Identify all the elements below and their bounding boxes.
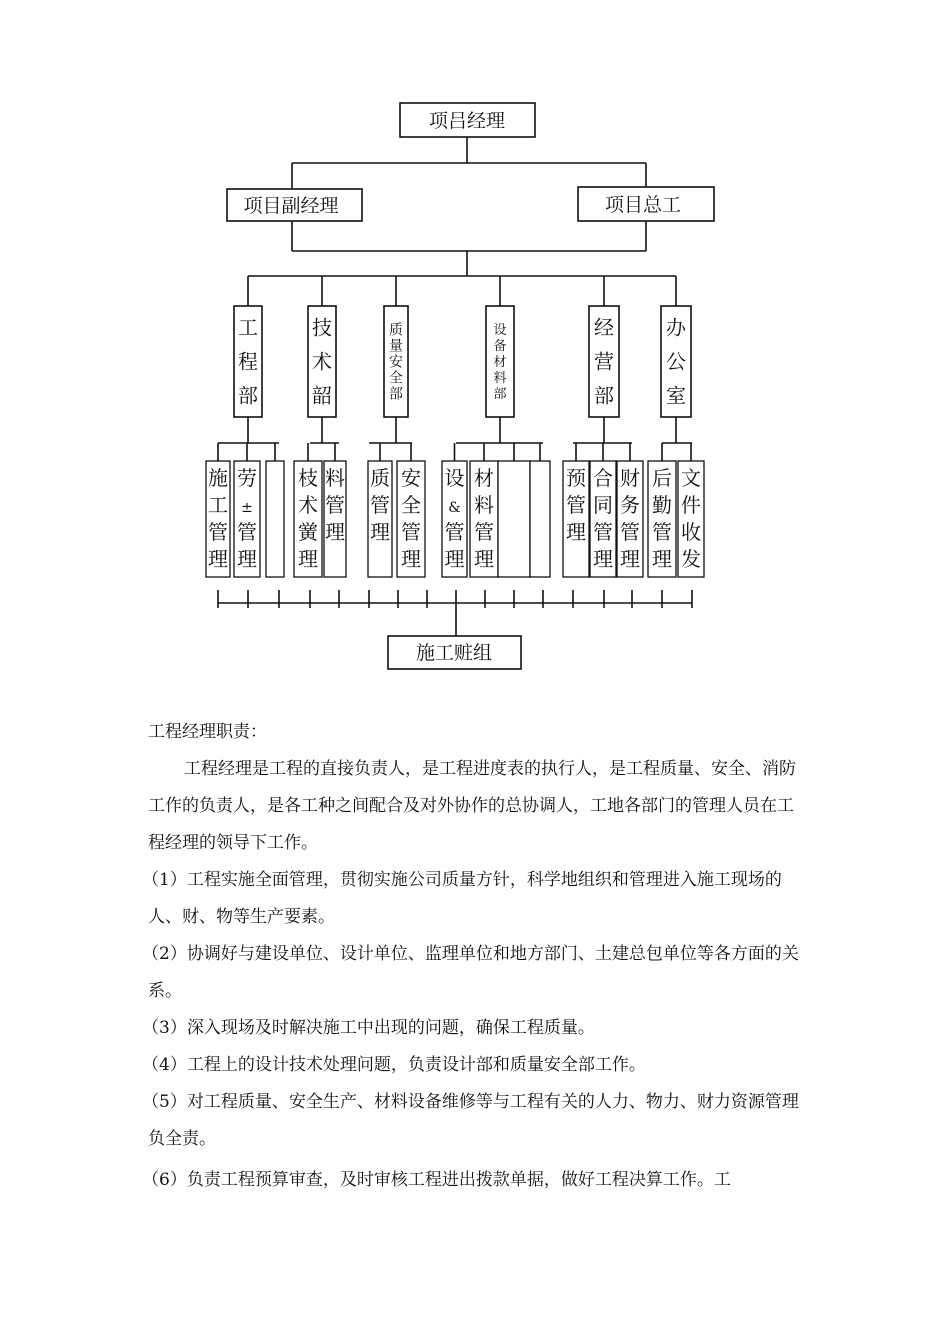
department-label-char: 全: [389, 370, 403, 387]
department-label-char: 设: [493, 323, 507, 339]
subunit-label-char: 枝: [298, 466, 318, 490]
deputy-label-2: 项目总工: [604, 194, 682, 216]
department-label-char: 部: [238, 383, 258, 408]
department-label-char: 办: [666, 315, 686, 340]
department-label-char: 工: [238, 315, 258, 340]
subunit-label-char: 合: [593, 466, 613, 490]
subunit-label-char: 管: [208, 520, 228, 544]
subunit-label-char: 管: [474, 520, 494, 544]
subunit-materials-mgmt-a: [324, 461, 346, 577]
subunit-label-char: 理: [370, 520, 390, 544]
subunit-boxes: [206, 461, 704, 577]
subunit-blank-1: [266, 461, 284, 577]
subunit-label-char: 管: [444, 520, 465, 544]
subunit-label-char: 工: [208, 493, 228, 517]
subunit-label-char: 预: [566, 466, 586, 490]
duties-intro: 工程经理是工程的直接负责人，是工程进度表的执行人，是工程质量、安全、消防工作的负责人，是各工种之间配合及对外协作的总协调人，工地各部门的管理人员在工程经理的领导下工作。: [148, 759, 796, 853]
department-label-char: 术: [312, 349, 332, 374]
subunit-label-char: 同: [593, 493, 613, 517]
subunit-label-char: 料: [325, 466, 345, 490]
subunit-label-char: 全: [401, 493, 421, 517]
subunit-label-char: 理: [652, 547, 672, 571]
subunit-tech-mgmt: [294, 461, 322, 577]
subunit-label-char: 理: [593, 547, 613, 571]
department-qs: [384, 306, 408, 417]
subunit-label-char: 理: [325, 520, 345, 544]
subunit-contract-mgmt: [590, 461, 616, 577]
subunit-label-char: 务: [620, 493, 640, 517]
subunit-label-char: 理: [208, 547, 228, 571]
duty-item-6: （6）负责工程预算审查，及时审核工程进出拨款单据，做好工程决算工作。工: [142, 1170, 731, 1190]
duty-item-2: （2）协调好与建设单位、设计单位、监理单位和地方部门、土建总包单位等各方面的关系。: [142, 944, 799, 1001]
subunit-label-char: 文: [681, 466, 701, 490]
department-label-char: 室: [666, 383, 686, 408]
subunit-label-char: 设: [444, 466, 465, 490]
subunit-label-char: 财: [620, 466, 640, 490]
subunit-quality-mgmt: [368, 461, 392, 577]
subunit-label-char: 材: [474, 466, 494, 490]
department-label-char: 备: [493, 339, 507, 355]
subunit-label-char: 理: [444, 547, 465, 571]
subunit-safety-mgmt: [397, 461, 425, 577]
subunit-label-char: 管: [370, 493, 390, 517]
department-label-char: 材: [493, 355, 507, 371]
subunit-label-char: 件: [681, 493, 701, 517]
subunit-label-char: 管: [325, 493, 345, 517]
department-label-char: 安: [389, 354, 403, 371]
department-label-char: 技: [312, 315, 332, 340]
department-label-char: 料: [493, 371, 507, 387]
duties-heading: 工程经理职责：: [148, 722, 267, 742]
department-label-char: 质: [389, 322, 403, 339]
subunit-label-char: 质: [370, 466, 390, 490]
subunit-label-char: 发: [681, 547, 701, 571]
duty-item-4: （4）工程上的设计技术处理问题，负责设计部和质量安全部工作。: [142, 1055, 646, 1075]
subunit-label-char: 理: [474, 547, 494, 571]
department-office: [661, 306, 691, 417]
subunit-label-char: 收: [681, 520, 701, 544]
subunit-label-char: 安: [401, 466, 421, 490]
department-label-char: 部: [493, 387, 507, 403]
department-tech: [308, 306, 336, 417]
department-label-char: 经: [594, 315, 614, 340]
department-label-char: 部: [389, 386, 403, 403]
subunit-label-char: 管: [566, 493, 586, 517]
subunit-construction-mgmt: [206, 461, 230, 577]
deputy-label-1: 项目副经理: [243, 195, 339, 217]
department-boxes: [234, 306, 691, 417]
subunit-label-char: 管: [620, 520, 640, 544]
subunit-materials-mgmt-b: [470, 461, 498, 577]
subunit-label-char: 后: [652, 466, 672, 490]
subunit-blank-2: [498, 461, 530, 577]
subunit-labor-mgmt: [234, 461, 260, 577]
subunit-label-char: 料: [474, 493, 494, 517]
subunit-equipment-mgmt: [442, 461, 467, 577]
subunit-logistics-mgmt: [648, 461, 676, 577]
department-label-char: 量: [389, 338, 403, 355]
department-label-char: 营: [594, 349, 614, 374]
subunit-label-char: 理: [620, 547, 640, 571]
duty-item-5: （5）对工程质量、安全生产、材料设备维修等与工程有关的人力、物力、财力资源管理负全责。: [142, 1092, 799, 1149]
department-label-char: 程: [238, 349, 258, 374]
subunit-label-char: 管: [593, 520, 613, 544]
subunit-label-char: 理: [566, 520, 586, 544]
department-eng: [234, 306, 262, 417]
subunit-label-char: 理: [298, 547, 318, 571]
bottom-label: 施工赃组: [415, 642, 493, 664]
subunit-label-char: 理: [237, 547, 257, 571]
subunit-finance-mgmt: [617, 461, 643, 577]
department-label-char: 韶: [312, 383, 332, 408]
subunit-label-char: 劳: [237, 466, 257, 490]
department-label-char: 公: [666, 349, 686, 374]
duty-item-3: （3）深入现场及时解决施工中出现的问题，确保工程质量。: [142, 1018, 595, 1038]
subunit-label-char: 勤: [652, 493, 672, 517]
subunit-label-char: &: [448, 500, 461, 516]
department-equip: [486, 306, 514, 417]
duty-item-1: （1）工程实施全面管理，贯彻实施公司质量方针，科学地组织和管理进入施工现场的人、财、物等生产要素。: [142, 870, 782, 927]
subunit-budget-mgmt: [563, 461, 589, 577]
subunit-label-char: 管: [401, 520, 421, 544]
subunit-blank-3: [530, 461, 550, 577]
department-ops: [589, 306, 619, 417]
subunit-label-char: 管: [237, 520, 257, 544]
department-label-char: 部: [594, 383, 614, 408]
subunit-label-char: 管: [652, 520, 672, 544]
subunit-label-char: 施: [208, 466, 228, 490]
subunit-label-char: 黉: [298, 520, 318, 544]
subunit-documents: [678, 461, 704, 577]
root-label: 项吕经理: [428, 110, 506, 132]
subunit-label-char: 术: [298, 493, 318, 517]
subunit-label-char: 理: [401, 547, 421, 571]
subunit-label-char: ±: [241, 500, 253, 516]
